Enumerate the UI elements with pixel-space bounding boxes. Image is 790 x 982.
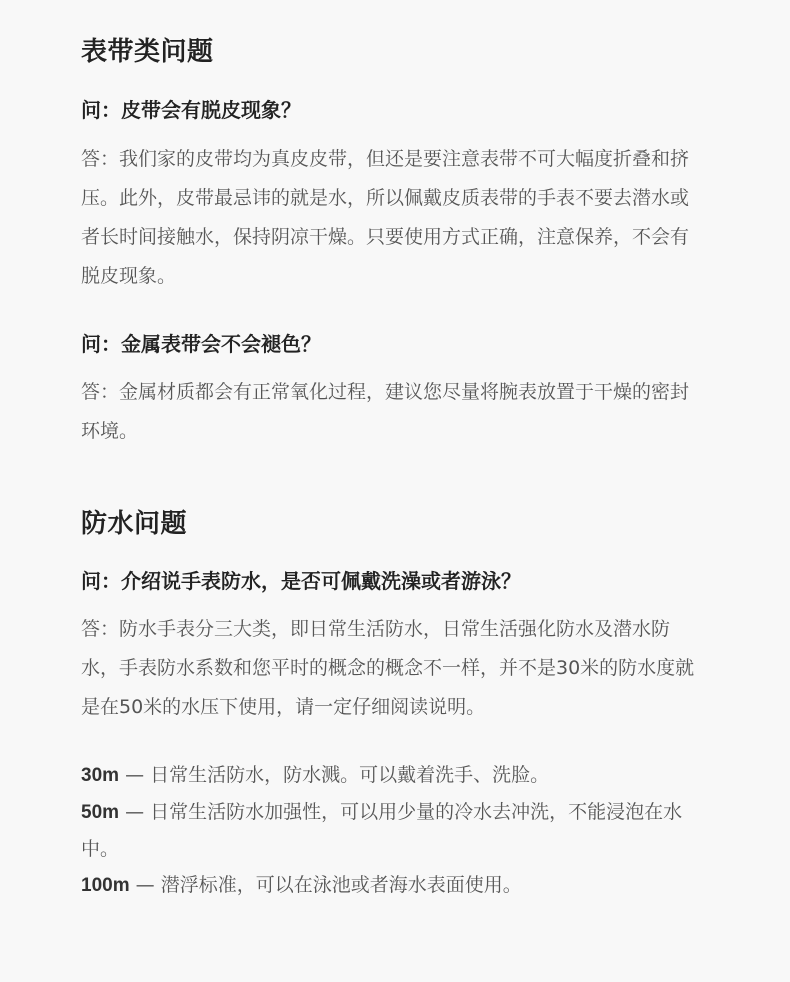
faq-answer-fading: 答：金属材质都会有正常氧化过程，建议您尽量将腕表放置于干燥的密封环境。 [81, 381, 690, 442]
section-title-strap: 表带类问题 [81, 37, 214, 67]
level-depth: 100m [81, 875, 130, 896]
level-description: — 日常生活防水加强性，可以用少量的冷水去冲洗，不能浸泡在水中。 [81, 801, 683, 860]
level-item [81, 757, 706, 794]
faq-answer-waterproof: 答：防水手表分三大类，即日常生活防水，日常生活强化防水及潜水防水，手表防水系数和您平时的概念的概念不一样，并不是30米的防水度就是在50米的水压下使用，请一定仔细阅读说明。 [81, 618, 695, 718]
faq-question-waterproof: 问：介绍说手表防水，是否可佩戴洗澡或者游泳？ [81, 569, 521, 593]
faq-question-peeling: 问：皮带会有脱皮现象？ [81, 98, 301, 122]
faq-answer-peeling: 答：我们家的皮带均为真皮皮带，但还是要注意表带不可大幅度折叠和挤压。此外，皮带最忌讳的就是水，所以佩戴皮质表带的手表不要去潜水或者长时间接触水，保持阴凉干燥。只要使用方式正确，注意保养，不会有脱皮现象。 [81, 148, 690, 287]
level-depth: 50m [81, 802, 120, 823]
section-title-waterproof: 防水问题 [81, 509, 188, 539]
level-depth: 30m [81, 765, 120, 786]
level-description: — 日常生活防水，防水溅。可以戴着洗手、洗脸。 [119, 764, 550, 786]
level-item [81, 867, 706, 904]
level-item [81, 794, 706, 867]
level-description: — 潜浮标准，可以在泳池或者海水表面使用。 [129, 874, 522, 896]
faq-question-fading: 问：金属表带会不会褪色？ [81, 332, 321, 356]
